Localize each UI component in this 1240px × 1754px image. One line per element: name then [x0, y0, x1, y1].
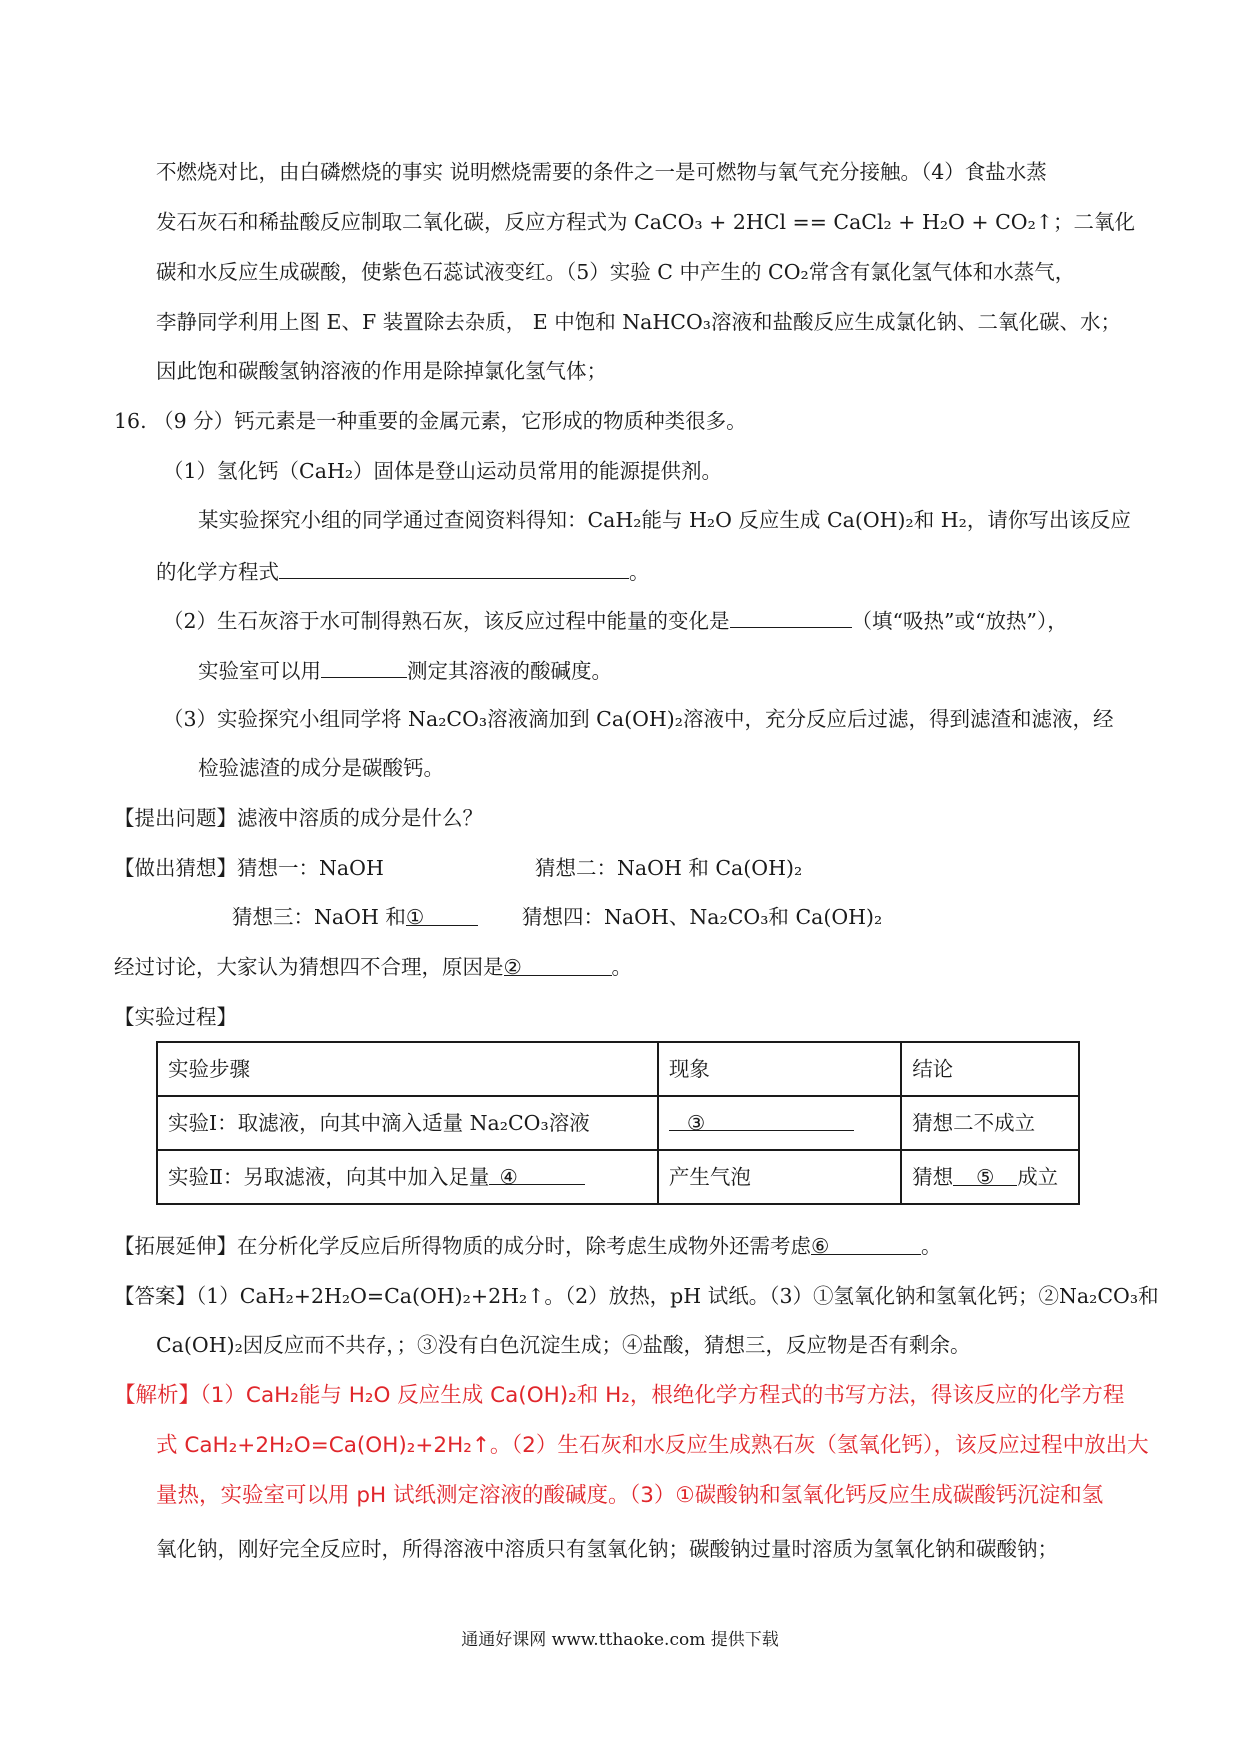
intro-line-2: 发石灰石和稀盐酸反应制取二氧化碳，反应方程式为 CaCO₃ + 2HCl == CaCl₂ + H₂O + CO₂↑；二氧化 [156, 210, 1135, 234]
part-3-line-2: 检验滤渣的成分是碳酸钙。 [198, 756, 444, 780]
part-2-line-2 [198, 655, 612, 685]
blank-4[interactable]: ④ [489, 1163, 585, 1185]
equation-answer-blank[interactable] [279, 556, 629, 579]
row-1-conclusion: 猜想二不成立 [901, 1096, 1079, 1150]
row-2-conclusion-prefix: 猜想 [912, 1165, 954, 1189]
extension-suffix: 。 [921, 1234, 942, 1258]
part-2-suffix: （填“吸热”或“放热”）， [851, 609, 1068, 633]
table-row [157, 1150, 1079, 1204]
experiment-table [156, 1041, 1080, 1205]
blank-2[interactable]: ② [504, 953, 612, 976]
part-3-line-1: （3）实验探究小组同学将 Na₂CO₃溶液滴加到 Ca(OH)₂溶液中，充分反应后过滤，得到滤渣和滤液，经 [163, 707, 1114, 731]
analysis-line-4: 氧化钠，刚好完全反应时，所得溶液中溶质只有氢氧化钠；碳酸钠过量时溶质为氢氧化钠和碳酸钠； [156, 1537, 1058, 1561]
row-2-step [157, 1150, 658, 1204]
part-1-statement: 某实验探究小组的同学通过查阅资料得知：CaH₂能与 H₂O 反应生成 Ca(OH)₂和 H₂，请你写出该反应 [198, 508, 1131, 532]
answer-line-1: 【答案】（1）CaH₂+2H₂O=Ca(OH)₂+2H₂↑。（2）放热，pH 试纸。（3）①氢氧化钠和氢氧化钙；②Na₂CO₃和 [114, 1284, 1159, 1308]
analysis-line-1: 【解析】（1）CaH₂能与 H₂O 反应生成 Ca(OH)₂和 H₂，根绝化学方程式的书写方法，得该反应的化学方程 [114, 1383, 1125, 1408]
part-1-equation-line [156, 556, 650, 586]
intro-line-5: 因此饱和碳酸氢钠溶液的作用是除掉氯化氢气体； [156, 359, 607, 383]
header-conclusion: 结论 [901, 1042, 1079, 1096]
analysis-line-3: 量热，实验室可以用 pH 试纸测定溶液的酸碱度。（3）①碳酸钠和氢氧化钙反应生成碳酸钙沉淀和氢 [156, 1483, 1104, 1508]
row-2-conclusion [901, 1150, 1079, 1204]
intro-line-4: 李静同学利用上图 E、F 装置除去杂质， E 中饱和 NaHCO₃溶液和盐酸反应生成氯化钠、二氧化碳、水； [156, 310, 1121, 334]
answer-line-2: Ca(OH)₂因反应而不共存，；③没有白色沉淀生成；④盐酸，猜想三，反应物是否有剩余。 [156, 1333, 971, 1357]
raise-question: 【提出问题】滤液中溶质的成分是什么？ [114, 806, 483, 830]
intro-line-1: 不燃烧对比，由白磷燃烧的事实 说明燃烧需要的条件之一是可燃物与氧气充分接触。（4）食盐水蒸 [156, 160, 1047, 184]
blank-3[interactable] [669, 1109, 854, 1135]
page-footer: 通通好课网 www.tthaoke.com 提供下载 [461, 1630, 779, 1650]
discussion-suffix: 。 [611, 955, 632, 979]
blank-3-label: ③ [686, 1111, 706, 1135]
blank-1[interactable]: ① [406, 903, 478, 926]
part-2b-suffix: 测定其溶液的酸碱度。 [407, 659, 612, 683]
part-2-line-1 [163, 605, 1068, 635]
guess-4: 猜想四：NaOH、Na₂CO₃和 Ca(OH)₂ [522, 905, 883, 929]
guess-3 [232, 903, 478, 931]
guess-3-prefix: 猜想三：NaOH 和 [232, 905, 406, 929]
blank-6[interactable]: ⑥ [811, 1232, 921, 1255]
intro-line-3: 碳和水反应生成碳酸，使紫色石蕊试液变红。（5）实验 C 中产生的 CO₂常含有氯化氢气体和水蒸气， [156, 260, 1076, 284]
table-row [157, 1096, 1079, 1150]
row-2-conclusion-suffix: 成立 [1017, 1165, 1059, 1189]
discussion-line [114, 953, 632, 981]
question-16-title: 16. （9 分）钙元素是一种重要的金属元素，它形成的物质种类很多。 [114, 409, 747, 433]
header-phenomenon: 现象 [658, 1042, 901, 1096]
extension-line [114, 1232, 942, 1260]
part-2-prefix: （2）生石灰溶于水可制得熟石灰，该反应过程中能量的变化是 [163, 609, 730, 633]
analysis-line-2: 式 CaH₂+2H₂O=Ca(OH)₂+2H₂↑。（2）生石灰和水反应生成熟石灰（氢氧化钙），该反应过程中放出大 [156, 1433, 1149, 1458]
header-step: 实验步骤 [157, 1042, 658, 1096]
part-1-intro: （1）氢化钙（CaH₂）固体是登山运动员常用的能源提供剂。 [163, 459, 723, 483]
blank-5[interactable]: ⑤ [953, 1163, 1017, 1186]
part-1-equation-suffix: 。 [629, 560, 650, 584]
ph-tool-blank[interactable] [321, 655, 407, 678]
part-2b-prefix: 实验室可以用 [198, 659, 321, 683]
energy-change-blank[interactable] [730, 605, 852, 628]
extension-prefix: 【拓展延伸】在分析化学反应后所得物质的成分时，除考虑生成物外还需考虑 [114, 1234, 811, 1258]
table-header-row [157, 1042, 1079, 1096]
row-1-step: 实验Ⅰ：取滤液，向其中滴入适量 Na₂CO₃溶液 [157, 1096, 658, 1150]
row-2-phenomenon: 产生气泡 [658, 1150, 901, 1204]
row-1-phenomenon [658, 1096, 901, 1150]
discussion-prefix: 经过讨论，大家认为猜想四不合理，原因是 [114, 955, 504, 979]
part-1-equation-prefix: 的化学方程式 [156, 560, 279, 584]
row-2-step-prefix: 实验Ⅱ：另取滤液，向其中加入足量 [168, 1165, 490, 1189]
experiment-process-label: 【实验过程】 [114, 1005, 237, 1029]
guess-1: 【做出猜想】猜想一：NaOH [114, 856, 384, 880]
guess-2: 猜想二：NaOH 和 Ca(OH)₂ [535, 856, 803, 880]
